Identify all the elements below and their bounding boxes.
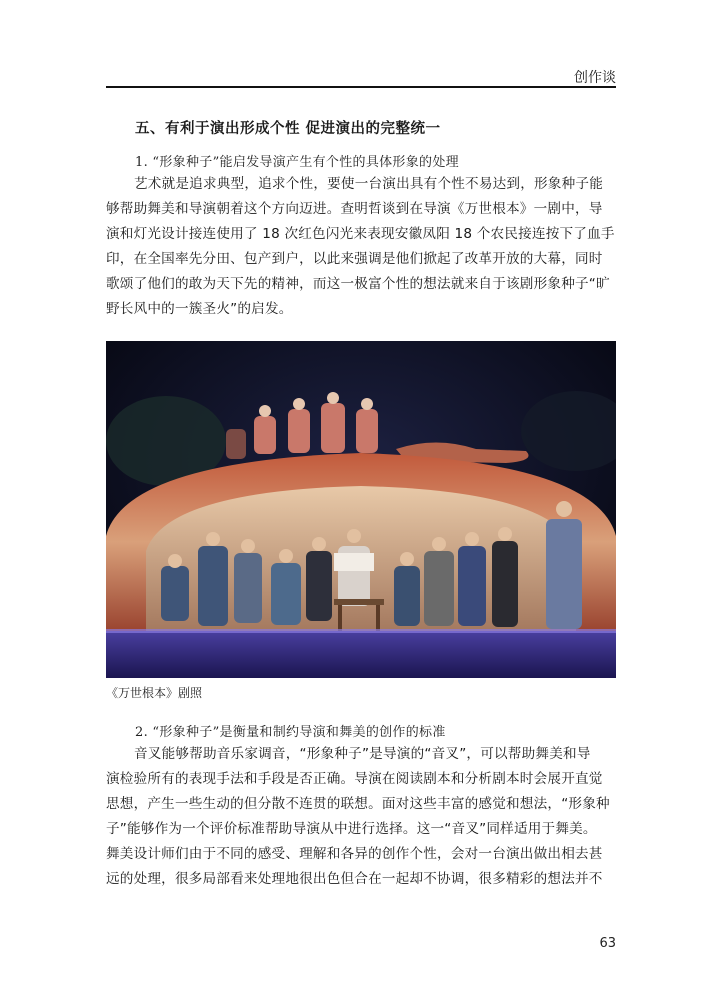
paragraph-line: 思想，产生一些生动的但分散不连贯的联想。面对这些丰富的感觉和想法，“形象种 [106, 796, 610, 812]
paragraph-line: 歌颂了他们的敢为天下先的精神，而这一极富个性的想法就来自于该剧形象种子“旷 [106, 276, 610, 292]
paragraph-2 [106, 742, 616, 892]
paragraph-line: 演和灯光设计接连使用了 18 次红色闪光来表现安徽凤阳 18 个农民接连按下了血手 [106, 226, 615, 242]
photo-caption: 《万世根本》剧照 [106, 686, 203, 700]
paragraph-line: 子”能够作为一个评价标准帮助导演从中进行选择。这一“音叉”同样适用于舞美。 [106, 821, 597, 837]
running-header: 创作谈 [574, 70, 616, 86]
paragraph-line: 演检验所有的表现手法和手段是否正确。导演在阅读剧本和分析剧本时会展开直觉 [106, 771, 603, 787]
paragraph-line: 音叉能够帮助音乐家调音，“形象种子”是导演的“音叉”，可以帮助舞美和导 [134, 746, 591, 762]
stage-photo-illustration [106, 341, 616, 678]
header-rule [106, 86, 616, 88]
paragraph-line: 舞美设计师们由于不同的感受、理解和各异的创作个性，会对一台演出做出相去甚 [106, 846, 603, 862]
paragraph-line: 艺术就是追求典型，追求个性，要使一台演出具有个性不易达到，形象种子能 [134, 176, 603, 192]
paragraph-line: 印，在全国率先分田、包产到户，以此来强调是他们掀起了改革开放的大幕，同时 [106, 251, 603, 267]
subheading-1: 1. “形象种子”能启发导演产生有个性的具体形象的处理 [135, 155, 459, 170]
paragraph-1 [106, 172, 616, 322]
stage-photo [106, 341, 616, 678]
paragraph-line: 够帮助舞美和导演朝着这个方向迈进。查明哲谈到在导演《万世根本》一剧中，导 [106, 201, 603, 217]
page-number: 63 [599, 936, 616, 951]
subheading-2: 2. “形象种子”是衡量和制约导演和舞美的创作的标准 [135, 725, 446, 740]
section-title: 五、有利于演出形成个性 促进演出的完整统一 [135, 121, 441, 137]
paragraph-line: 远的处理，很多局部看来处理地很出色但合在一起却不协调，很多精彩的想法并不 [106, 871, 603, 887]
paragraph-line: 野长风中的一簇圣火”的启发。 [106, 301, 293, 317]
